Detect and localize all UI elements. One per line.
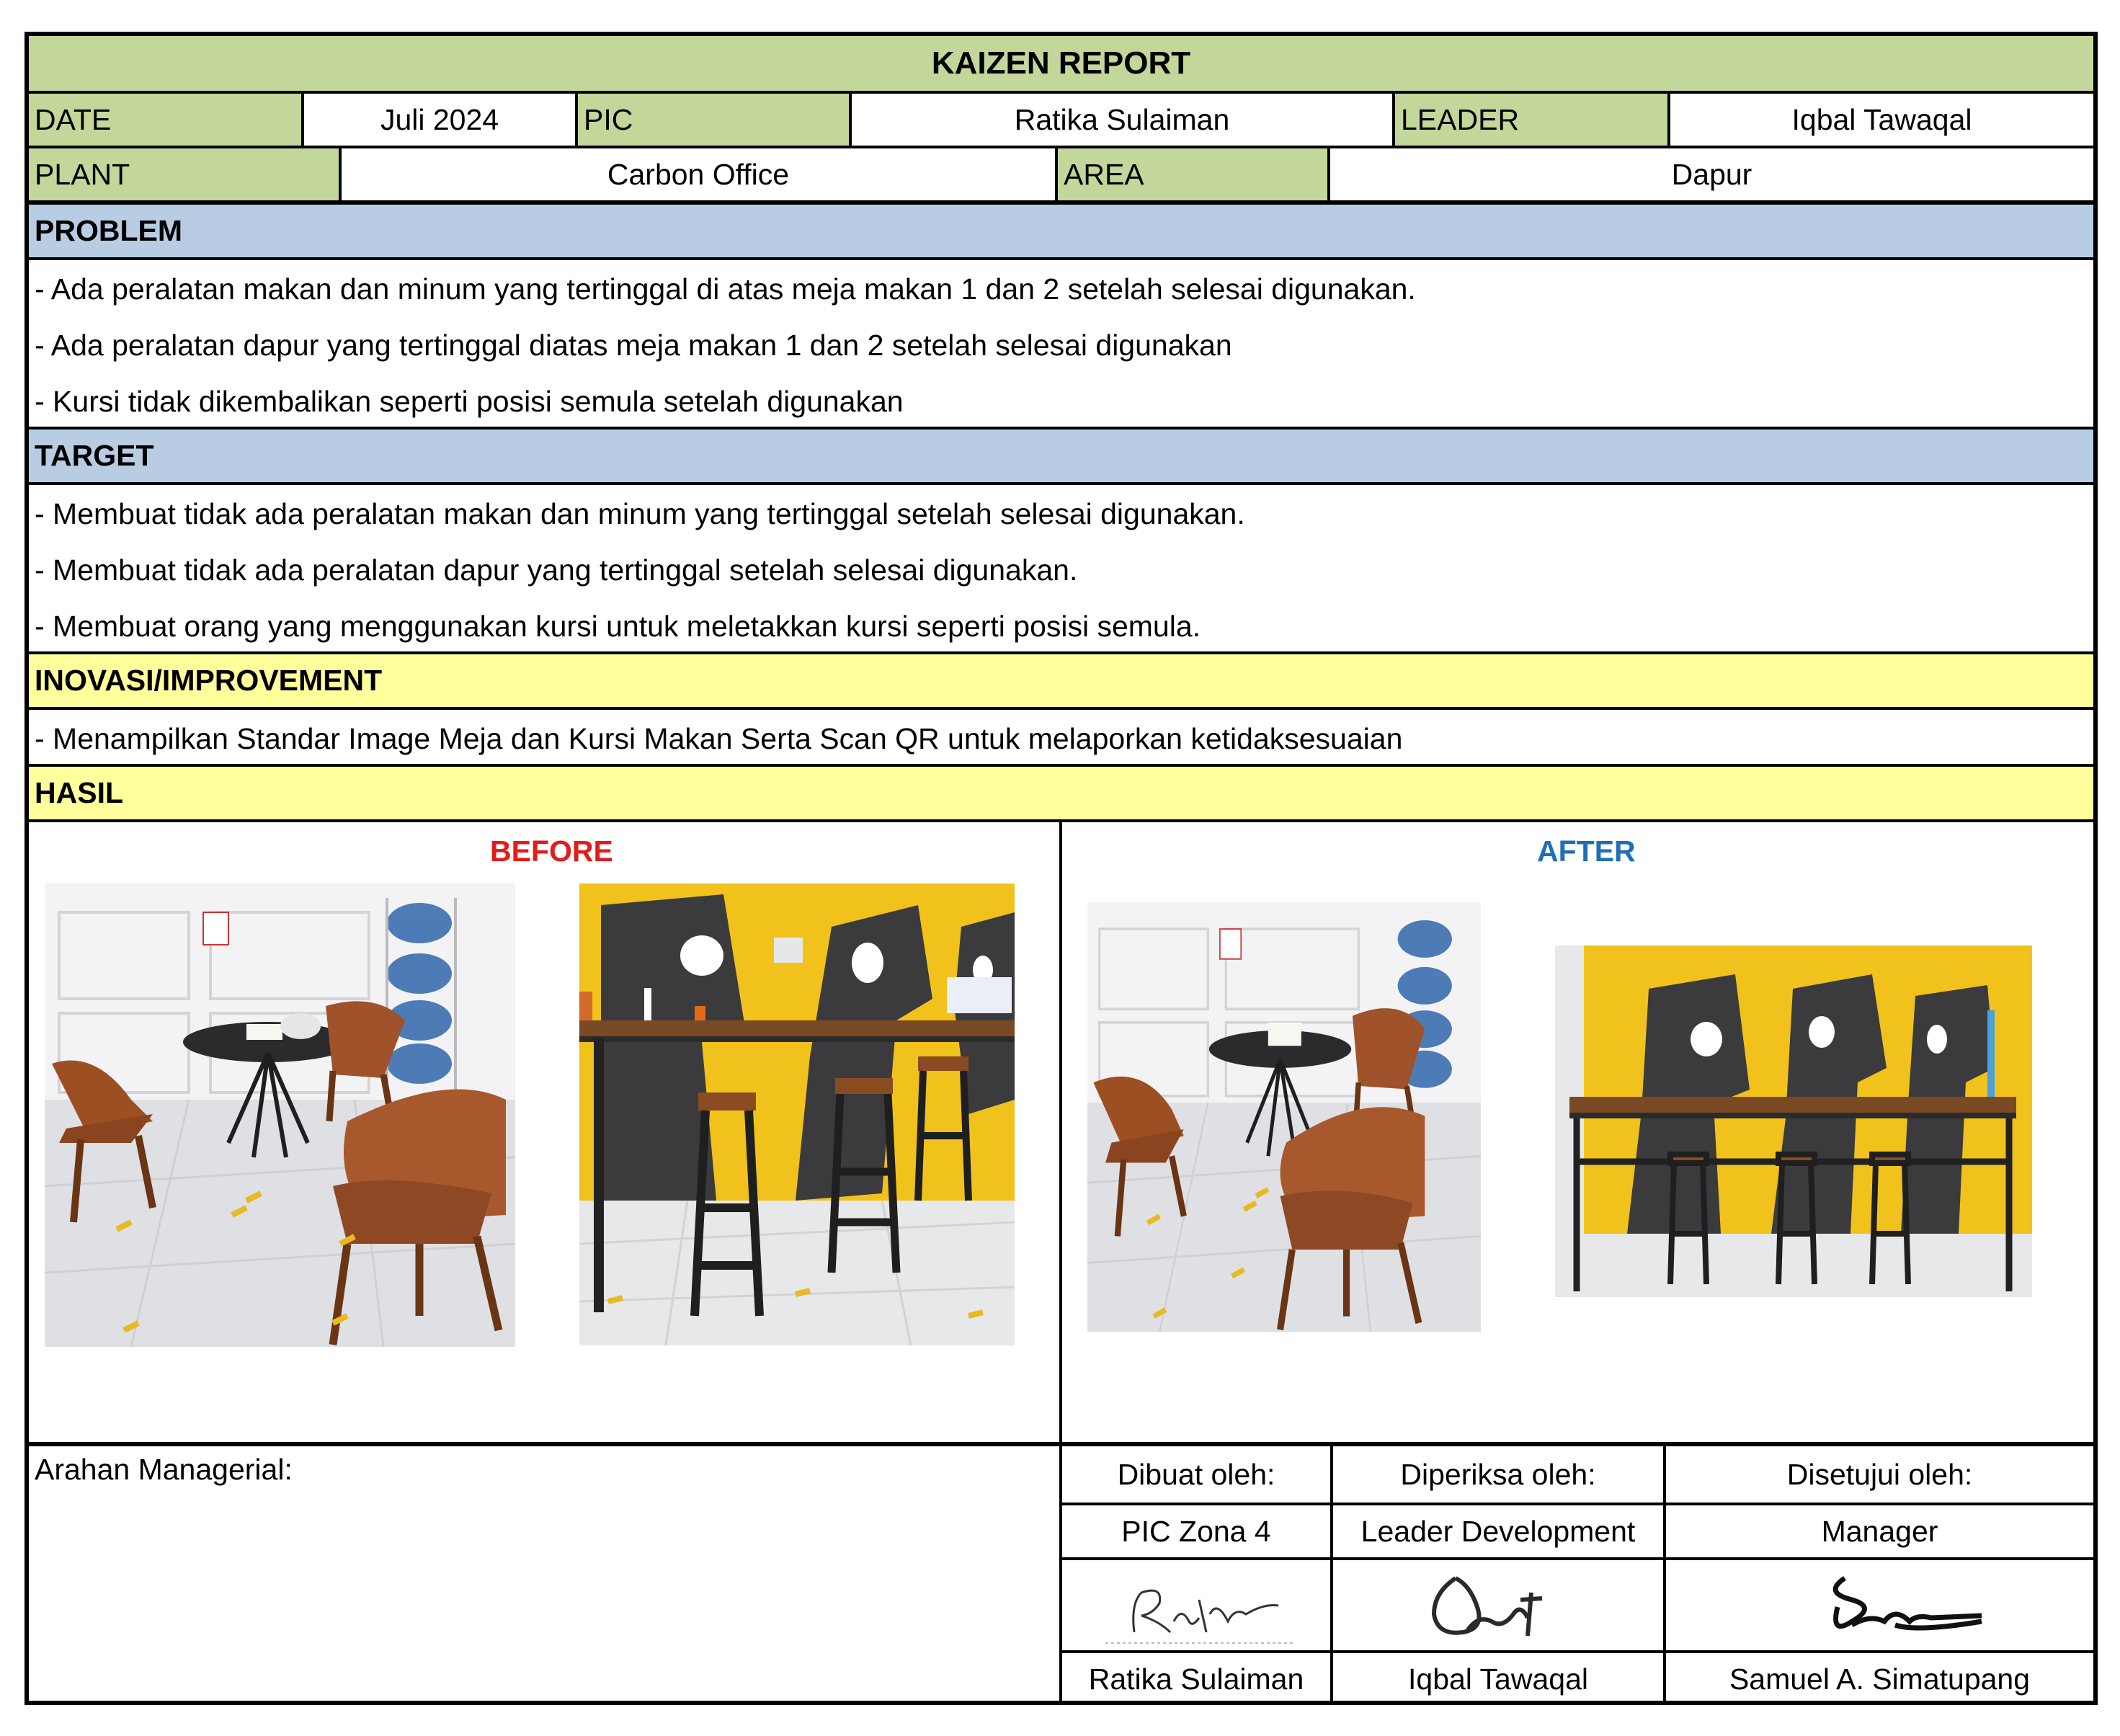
signature-iqbal [1398,1564,1593,1647]
problem-item: - Ada peralatan makan dan minum yang tertinggal di atas meja makan 1 dan 2 setelah selesai digunakan. [35,272,1416,306]
before-label: BEFORE [490,834,613,868]
target-item: - Membuat tidak ada peralatan makan dan minum yang tertinggal setelah selesai digunakan. [35,497,1245,530]
managerial-label: Arahan Managerial: [35,1453,293,1486]
target-item: - Membuat orang yang menggunakan kursi untuk meletakkan kursi seperti posisi semula. [35,610,1201,643]
approval-name-checked-by: Iqbal Tawaqal [1408,1662,1588,1696]
problem-item: - Ada peralatan dapur yang tertinggal diatas meja makan 1 dan 2 setelah selesai digunakan [35,329,1232,362]
innovation-item: - Menampilkan Standar Image Meja dan Kursi Makan Serta Scan QR untuk melaporkan ketidaksesuaian [35,722,1403,755]
approval-position-made-by: PIC Zona 4 [1121,1514,1271,1548]
approval-position-checked-by: Leader Development [1360,1514,1636,1548]
area-label: AREA [1058,148,1327,200]
after-label: AFTER [1537,834,1636,868]
approval-position-approved-by: Manager [1821,1514,1938,1548]
pic-label: PIC [578,94,849,146]
approval-role-made-by: Dibuat oleh: [1117,1457,1275,1491]
target-item: - Membuat tidak ada peralatan dapur yang tertinggal setelah selesai digunakan. [35,553,1078,587]
target-heading: TARGET [29,429,2093,482]
signature-ratika [1091,1564,1307,1647]
date-value: Juli 2024 [380,102,499,136]
result-heading: HASIL [29,767,2093,819]
before-photo-bar-counter [579,883,1015,1345]
problem-heading: PROBLEM [29,205,2093,257]
leader-value: Iqbal Tawaqal [1791,102,1972,136]
before-photo-dining-table [45,883,515,1347]
leader-label: LEADER [1395,94,1667,146]
approval-role-approved-by: Disetujui oleh: [1786,1457,1973,1491]
approval-role-checked-by: Diperiksa oleh: [1400,1457,1596,1491]
report-title: KAIZEN REPORT [29,36,2093,91]
after-photo-bar-counter [1555,945,2032,1297]
area-value: Dapur [1671,157,1752,191]
date-label: DATE [29,94,301,146]
signature-samuel [1744,1564,2010,1647]
pic-value: Ratika Sulaiman [1014,102,1230,136]
problem-item: - Kursi tidak dikembalikan seperti posisi semula setelah digunakan [35,385,904,418]
plant-value: Carbon Office [607,157,790,191]
innovation-heading: INOVASI/IMPROVEMENT [29,654,2093,707]
plant-label: PLANT [29,148,339,200]
approval-name-approved-by: Samuel A. Simatupang [1729,1662,2031,1696]
kaizen-report-sheet [25,32,2098,1705]
after-photo-dining-table [1087,902,1481,1332]
approval-name-made-by: Ratika Sulaiman [1088,1662,1304,1696]
